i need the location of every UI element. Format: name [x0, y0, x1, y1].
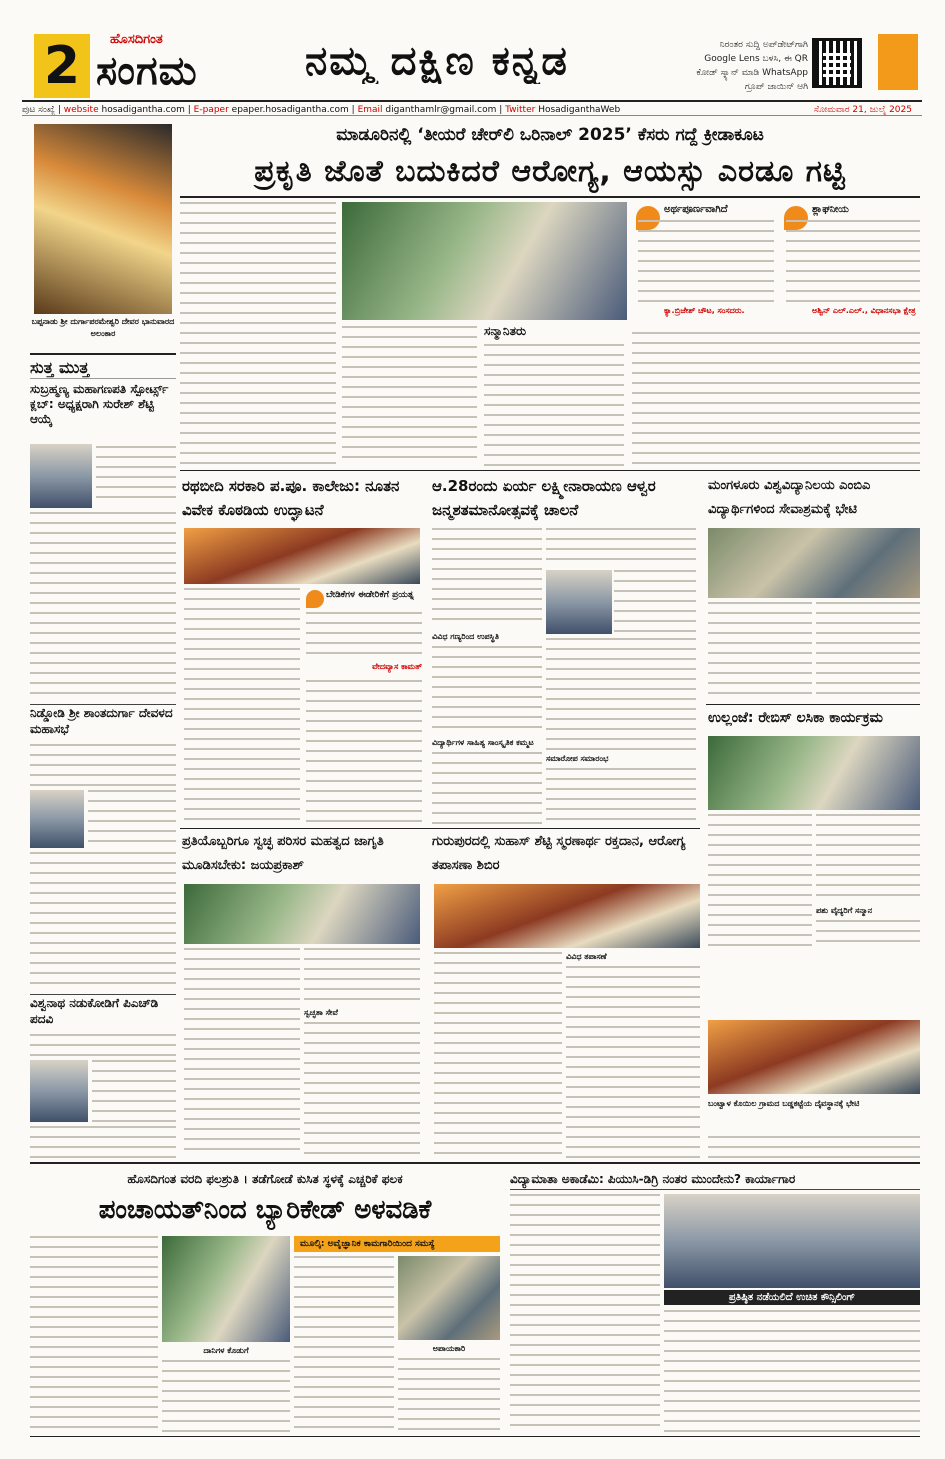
- divider: [30, 1436, 920, 1437]
- rabies-text-lines: [708, 814, 812, 950]
- story-text-lines: [92, 1060, 176, 1122]
- air-subhead: ಸಮಾರೋಪ ಸಮಾರಂಭ: [546, 754, 609, 763]
- blood-headline: ಗುರುಪುರದಲ್ಲಿ ಸುಹಾಸ್ ಶೆಟ್ಟಿ ಸ್ಮರಣಾರ್ಥ ರಕ್ತದಾನ, ಆರೋಗ್ಯ ತಪಾಸಣಾ ಶಿಬಿರ: [432, 834, 686, 873]
- air-portrait: [546, 570, 612, 634]
- section-suttamutta: ಸುತ್ತ ಮುತ್ತ: [30, 353, 176, 379]
- clean-headline: ಪ್ರತಿಯೊಬ್ಬರಿಗೂ ಸ್ವಚ್ಛ ಪರಿಸರ ಮಹತ್ವದ ಜಾಗೃತಿ ಮೂಡಿಸಬೇಕು: ಜಯಪ್ರಕಾಶ್: [182, 834, 384, 873]
- rabies-text-lines: [816, 814, 920, 904]
- air-text-lines: [432, 646, 542, 734]
- panchayat-kicker: ಹೊಸದಿಗಂತ ವರದಿ ಫಲಶ್ರುತಿ । ತಡೆಗೋಡೆ ಕುಸಿತ ಸ್ಥಳಕ್ಕೆ ಎಚ್ಚರಿಕೆ ಫಲಕ: [127, 1172, 403, 1186]
- page-number: 2: [34, 34, 90, 98]
- story-text-lines: [88, 790, 176, 848]
- air-headline: ಆ.28ರಂದು ಏರ್ಯ ಲಕ್ಷ್ಮೀನಾರಾಯಣ ಆಳ್ವರ ಜನ್ಮಶತಮಾನೋತ್ಸವಕ್ಕೆ ಚಾಲನೆ: [432, 477, 656, 519]
- rabies-text-lines: [816, 920, 920, 950]
- air-subhead: ವಿದ್ಯಾರ್ಥಿಗಳ ಸಾಹಿತ್ಯ ಸಾಂಸ್ಕೃತಿಕ ಕಮ್ಮಟ: [432, 738, 534, 747]
- story-temple-headline: ನಿಡ್ಡೋಡಿ ಶ್ರೀ ಶಾಂತದುರ್ಗಾ ದೇವಳದ ಮಹಾಸಭೆ: [30, 704, 176, 740]
- lead-text-lines: [632, 332, 920, 466]
- clean-text-lines: [304, 948, 420, 1006]
- vidya-photo: [664, 1194, 920, 1288]
- blood-text-lines: [434, 952, 562, 1158]
- publication-name: ಹೊಸದಿಗಂತ: [110, 32, 163, 47]
- clean-text-lines: [304, 1022, 420, 1158]
- lead-headline: ಪ್ರಕೃತಿ ಜೊತೆ ಬದುಕಿದರೆ ಆರೋಗ್ಯ, ಆಯಸ್ಸು ಎರಡೂ ಗಟ್ಟಿ: [254, 154, 846, 189]
- quote2-title: ಶ್ಲಾಘನೀಯ: [812, 204, 849, 215]
- story-text-lines: [30, 1126, 176, 1158]
- story-text-lines: [30, 852, 176, 990]
- quote1-title: ಅರ್ಥಪೂರ್ಣವಾಗಿದೆ: [664, 204, 728, 215]
- epaper-label: E-paper: [193, 105, 229, 115]
- email-link[interactable]: diganthamlr@gmail.com: [385, 105, 497, 115]
- college-quote-title: ಬೇಡಿಕೆಗಳ ಈಡೇರಿಕೆಗೆ ಪ್ರಯತ್ನ: [326, 590, 414, 600]
- qr-code-icon: [812, 38, 862, 88]
- quote2-text-lines: [786, 220, 920, 304]
- panchayat-text-lines: [294, 1256, 394, 1432]
- divider: [180, 828, 700, 829]
- divider: [180, 196, 920, 198]
- air-text-lines: [432, 528, 542, 628]
- edition-title: ನಮ್ಮ ದಕ್ಷಿಣ ಕನ್ನಡ: [305, 38, 569, 84]
- barricade-photo: [162, 1236, 290, 1342]
- univ-photo: [708, 528, 920, 598]
- quote1-text-lines: [638, 220, 774, 304]
- lead-photo-group: [342, 202, 627, 320]
- epaper-link[interactable]: epaper.hosadigantha.com: [231, 105, 349, 115]
- danger-subhead: ಅಪಾಯಕಾರಿ: [432, 1344, 466, 1353]
- lead-subhead: ಸನ್ಮಾನಿತರು: [484, 324, 527, 338]
- rabies-headline: ಉಲ್ಲಂಜೆ: ರೇಬಿಸ್ ಲಸಿಕಾ ಕಾರ್ಯಕ್ರಮ: [708, 710, 883, 726]
- univ-headline: ಮಂಗಳೂರು ವಿಶ್ವವಿದ್ಯಾನಿಲಯ ಎಂಬಿಎ ವಿದ್ಯಾರ್ಥಿಗಳಿಂದ ಸೇವಾಶ್ರಮಕ್ಕೆ ಭೇಟಿ: [708, 478, 871, 517]
- univ-text-lines: [708, 602, 812, 700]
- lead-text-lines: [180, 202, 336, 466]
- divider: [30, 1162, 920, 1164]
- quote-icon: [306, 590, 324, 608]
- clean-subhead: ಸ್ವಚ್ಛತಾ ಸೇವೆ: [304, 1008, 338, 1017]
- orange-accent-block: [878, 34, 918, 90]
- blood-text-lines: [566, 966, 700, 1158]
- donor-subhead: ದಾನಿಗಳ ಕೊಡುಗೆ: [203, 1346, 249, 1355]
- story-text-lines: [96, 446, 176, 506]
- bantwal-photo: [708, 1020, 920, 1094]
- college-photo: [184, 528, 420, 584]
- univ-text-lines: [816, 602, 920, 700]
- bantwal-caption: ಬಂಟ್ವಾಳ ಕೊಯಿಲ ಗ್ರಾಮದ ಬಡ್ಡಕಟ್ಟೆಯ ದೈವಸ್ಥಾನಕ್ಕೆ ಭೇಟಿ: [708, 1099, 860, 1108]
- vishwanath-photo: [30, 1060, 88, 1122]
- lead-text-lines: [342, 326, 477, 466]
- divider: [180, 470, 920, 471]
- website-link[interactable]: hosadigantha.com: [101, 105, 185, 115]
- panchayat-text-lines: [30, 1236, 158, 1432]
- air-subhead: ವಿವಿಧ ಗಣ್ಯರಿಂದ ಉಪಸ್ಥಿತಿ: [432, 632, 499, 641]
- college-text-lines: [306, 680, 422, 824]
- college-text-lines: [184, 588, 300, 824]
- deity-photo: [34, 124, 172, 314]
- clean-text-lines: [184, 948, 300, 1158]
- college-headline: ರಥಬೀದಿ ಸರಕಾರಿ ಪ.ಪೂ. ಕಾಲೇಜು: ನೂತನ ವಿವೇಕ ಕೊಠಡಿಯ ಉದ್ಘಾಟನೆ: [182, 477, 400, 519]
- air-text-lines: [546, 528, 696, 568]
- air-text-lines: [432, 752, 542, 824]
- panchayat-text-lines: [398, 1358, 500, 1432]
- site-photo: [398, 1256, 500, 1340]
- issue-date: ಸೋಮವಾರ 21, ಜುಲೈ 2025: [813, 105, 912, 115]
- supplement-title: ಸಂಗಮ: [96, 48, 198, 94]
- pages-label: ಪುಟ ಸಂಖ್ಯೆ: [22, 105, 55, 115]
- story-sports-club-headline: ಸುಬ್ರಹ್ಮಣ್ಯ ಮಹಾಗಣಪತಿ ಸ್ಪೋರ್ಟ್ಸ್ ಕ್ಲಬ್: ಅಧ್ಯಕ್ಷರಾಗಿ ಸುರೇಶ್ ಶೆಟ್ಟಿ ಆಯ್ಕೆ: [30, 382, 169, 426]
- rabies-photo: [708, 736, 920, 810]
- twitter-label: Twitter: [505, 105, 536, 115]
- air-text-lines: [546, 638, 696, 750]
- blood-photo: [434, 884, 700, 948]
- info-bar: ಪುಟ ಸಂಖ್ಯೆ | website hosadigantha.com | E-paper epaper.hosadigantha.com | Email diganthamlr@gmail.com | Twitter HosadiganthaWeb ಸೋಮವಾರ 21, ಜುಲೈ 2025: [22, 100, 922, 116]
- story-phd-headline: ವಿಶ್ವನಾಥ ನಡುಕೋಡಿಗೆ ಪಿಎಚ್‌ಡಿ ಪದವಿ: [30, 994, 176, 1032]
- blood-subhead: ವಿವಿಧ ತಪಾಸಣೆ: [566, 952, 607, 961]
- twitter-link[interactable]: HosadiganthaWeb: [538, 105, 621, 115]
- college-quote-lines: [306, 612, 422, 660]
- qr-note: ನಿರಂತರ ಸುದ್ದಿ ಅಪ್‌ಡೇಟ್‌ಗಾಗಿ Google Lens ಬಳಸಿ, ಈ QR ಕೋಡ್ ಸ್ಕ್ಯಾನ್ ಮಾಡಿ WhatsApp ಗ್ರೂಪ್ ಜಾಯಿನ್ ಆಗಿ: [696, 40, 808, 92]
- clean-photo: [184, 884, 420, 944]
- suresh-shetty-photo: [30, 444, 92, 508]
- rabies-subhead: ಪಶು ವೈದ್ಯರಿಗೆ ಸನ್ಮಾನ: [816, 906, 873, 915]
- panchayat-subhead: ಮೂಲ್ಕಿ: ಅವೈಜ್ಞಾನಿಕ ಕಾಮಗಾರಿಯಿಂದ ಸಮಸ್ಯೆ: [294, 1236, 500, 1252]
- panchayat-headline: ಪಂಚಾಯತ್‌ನಿಂದ ಬ್ಯಾರಿಕೇಡ್ ಅಳವಡಿಕೆ: [98, 1195, 432, 1225]
- bantwal-text-lines: [708, 1136, 920, 1158]
- website-label: website: [63, 105, 99, 115]
- story-text-lines: [30, 1034, 176, 1056]
- temple-member-photo: [30, 790, 84, 848]
- story-text-lines: [30, 512, 176, 700]
- air-text-lines: [546, 768, 696, 824]
- quote1-by: ಕ್ಯಾ.ಬ್ರಿಜೇಶ್ ಚೌಟ, ಸಂಸದರು.: [664, 306, 745, 315]
- vidya-headline: ವಿದ್ಯಾಮಾತಾ ಅಕಾಡೆಮಿ: ಪಿಯುಸಿ-ಡಿಗ್ರಿ ನಂತರ ಮುಂದೇನು? ಕಾರ್ಯಾಗಾರ: [510, 1168, 920, 1190]
- lead-text-lines: [484, 344, 624, 466]
- vidya-text-lines: [510, 1194, 660, 1432]
- story-text-lines: [30, 744, 176, 786]
- deity-photo-caption: ಬಪ್ಪನಾಡು ಶ್ರೀ ದುರ್ಗಾಪರಮೇಶ್ವರಿ ದೇವರ ಭಾನುವಾರದ ಅಲಂಕಾರ: [31, 317, 175, 338]
- quote2-by: ಅಶ್ವಿನ್ ಎಲ್.ಎಲ್., ವಿಧಾನಸಭಾ ಕ್ಷೇತ್ರ: [812, 306, 916, 315]
- panchayat-text-lines: [162, 1360, 290, 1432]
- email-label: Email: [357, 105, 383, 115]
- lead-kicker: ಮಾಡೂರಿನಲ್ಲಿ ‘ತೀಯರೆ ಚೇರ್‌ಲಿ ಒರಿನಾಲ್ 2025’ ಕೆಸರು ಗದ್ದೆ ಕ್ರೀಡಾಕೂಟ: [336, 125, 764, 145]
- air-text-lines: [614, 570, 696, 634]
- divider: [706, 704, 920, 705]
- vidya-caption: ಪ್ರತಿಷ್ಠಿತ ನಡೆಯಲಿದೆ ಉಚಿತ ಕೌನ್ಸಿಲಿಂಗ್: [664, 1290, 920, 1305]
- vidya-text-lines: [664, 1310, 920, 1432]
- college-quote-by: ವೇದವ್ಯಾಸ ಕಾಮತ್: [372, 662, 422, 671]
